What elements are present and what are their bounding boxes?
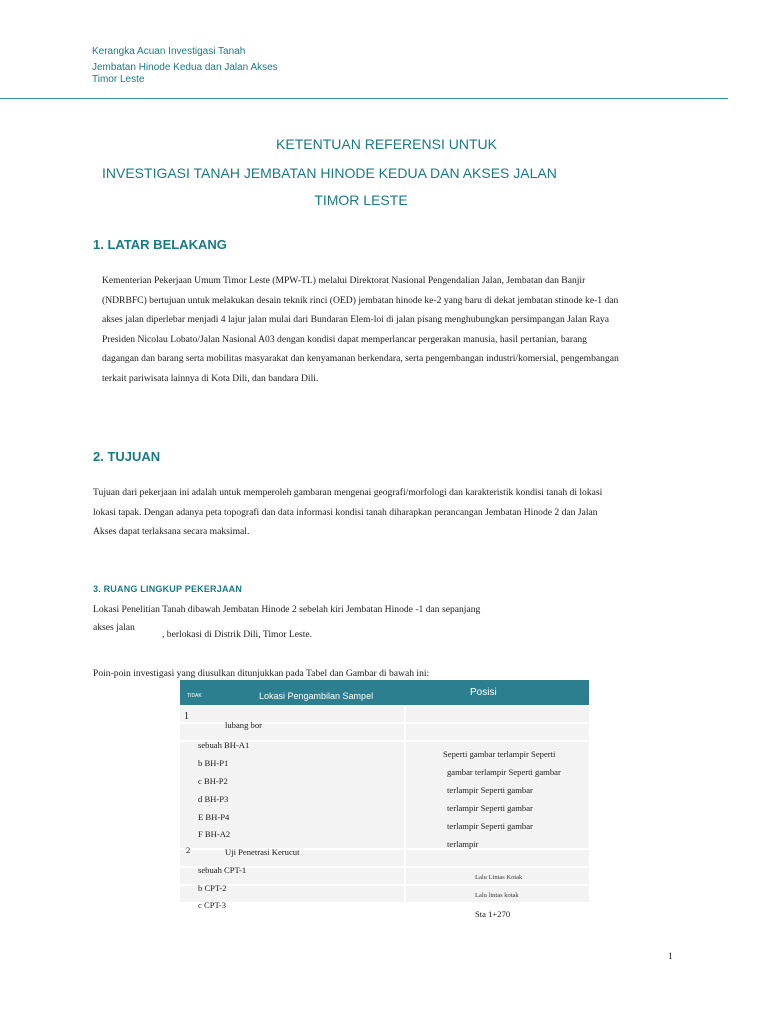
header-divider bbox=[0, 98, 728, 99]
section-3-heading: 3. RUANG LINGKUP PEKERJAAN bbox=[93, 584, 243, 594]
title-line-1: KETENTUAN REFERENSI UNTUK bbox=[276, 136, 497, 152]
table-cell-text: Lalu Lintas Kotak bbox=[475, 874, 523, 881]
table-cell-text: Seperti gambar terlampir Seperti bbox=[443, 749, 556, 759]
table-header-posisi: Posisi bbox=[470, 687, 497, 698]
table-cell-text: Lalu lintas kotak bbox=[475, 892, 519, 899]
paragraph-line: terkait pariwisata lainnya di Kota Dili, dan bandara Dili. bbox=[102, 372, 319, 384]
table-cell-text: F BH-A2 bbox=[198, 829, 231, 839]
table-header bbox=[180, 680, 589, 705]
page-number: 1 bbox=[668, 951, 673, 962]
table-cell-text: terlampir Seperti gambar bbox=[447, 821, 533, 831]
paragraph-line: Akses dapat terlaksana secara maksimal. bbox=[93, 526, 250, 538]
table-cell-text: Sta 1+270 bbox=[475, 909, 511, 919]
section-2-heading: 2. TUJUAN bbox=[93, 449, 161, 464]
table-cell-text: gambar terlampir Seperti gambar bbox=[447, 767, 561, 777]
section-1-paragraph bbox=[102, 271, 619, 389]
table-cell bbox=[406, 706, 589, 722]
title-line-2: INVESTIGASI TANAH JEMBATAN HINODE KEDUA DAN AKSES JALAN bbox=[102, 165, 557, 181]
table-cell-text: sebuah BH-A1 bbox=[198, 740, 250, 750]
table-cell-text: terlampir Seperti gambar bbox=[447, 785, 533, 795]
table-cell-text: terlampir bbox=[447, 839, 479, 849]
section-1-heading: 1. LATAR BELAKANG bbox=[93, 237, 227, 252]
title-line-3: TIMOR LESTE bbox=[314, 192, 408, 208]
paragraph-line: lokasi tapak. Dengan adanya peta topografi dan data informasi kondisi tanah diharapkan perancangan Jembatan Hinode 2 dan Jalan bbox=[93, 506, 598, 518]
table-cell-text: b BH-P1 bbox=[198, 758, 229, 768]
paragraph-line: Tujuan dari pekerjaan ini adalah untuk memperoleh gambaran mengenai geografi/morfologi dan karakteristik kondisi tanah di lokasi bbox=[93, 487, 603, 498]
table-cell bbox=[406, 724, 589, 740]
table-header-lokasi: Lokasi Pengambilan Sampel bbox=[259, 691, 374, 701]
table-cell-text: E BH-P4 bbox=[198, 812, 230, 822]
paragraph-line: (NDRBFC) bertujuan untuk melakukan desain teknik rinci (OED) jembatan hinode ke-2 yang baru di dekat jembatan stinode ke-1 dan bbox=[102, 294, 619, 306]
table-cell-text: lubang bor bbox=[225, 720, 262, 730]
section-3-intro: Poin-poin investigasi yang diusulkan ditunjukkan pada Tabel dan Gambar di bawah ini: bbox=[93, 668, 430, 679]
paragraph-line: Kementerian Pekerjaan Umum Timor Leste (MPW-TL) melalui Direktorat Nasional Pengendalian Jalan, Jembatan dan Banjir bbox=[102, 275, 586, 286]
table-cell bbox=[406, 850, 589, 866]
table-cell-text: d BH-P3 bbox=[198, 794, 229, 804]
paragraph-line: Presiden Nicolau Lobato/Jalan Nasional A03 dengan kondisi dapat memperlancar pergerakan manusia, hasil pertanian, barang bbox=[102, 333, 587, 345]
table-cell-text: Uji Penetrasi Kerucut bbox=[225, 847, 300, 857]
paragraph-line: akses jalan diperlebar menjadi 4 lajur jalan mulai dari Bundaran Elem-loi di jalan pisang menghubungkan persimpangan Jalan Raya bbox=[102, 314, 609, 326]
header-country: Timor Leste bbox=[92, 74, 145, 85]
table-row-number: 2 bbox=[186, 845, 191, 855]
table-cell-text: c BH-P2 bbox=[198, 776, 228, 786]
section-2-paragraph bbox=[93, 483, 602, 542]
table-cell-text: b CPT-2 bbox=[198, 883, 227, 893]
section-3-line-1: Lokasi Penelitian Tanah dibawah Jembatan Hinode 2 sebelah kiri Jembatan Hinode -1 dan sepanjang bbox=[93, 604, 481, 615]
table-header-no: TIDAK bbox=[187, 693, 202, 699]
table-cell-text: c CPT-3 bbox=[198, 900, 227, 910]
table-cell-text: sebuah CPT-1 bbox=[198, 865, 247, 875]
table-cell bbox=[180, 706, 404, 722]
section-3-line-2b: , berlokasi di Distrik Dili, Timor Leste. bbox=[162, 629, 313, 640]
header-doc-title: Kerangka Acuan Investigasi Tanah bbox=[92, 46, 246, 57]
table-cell-text: terlampir Seperti gambar bbox=[447, 803, 533, 813]
table-cell bbox=[180, 724, 404, 740]
paragraph-line: dagangan dan barang serta mobilitas masyarakat dan kenyamanan berkendara, serta pengembangan industri/komersial, pengembangan bbox=[102, 353, 619, 365]
header-project-name: Jembatan Hinode Kedua dan Jalan Akses bbox=[92, 62, 278, 73]
section-3-line-2a: akses jalan bbox=[93, 622, 135, 633]
table-row-number: 1 bbox=[184, 711, 189, 722]
